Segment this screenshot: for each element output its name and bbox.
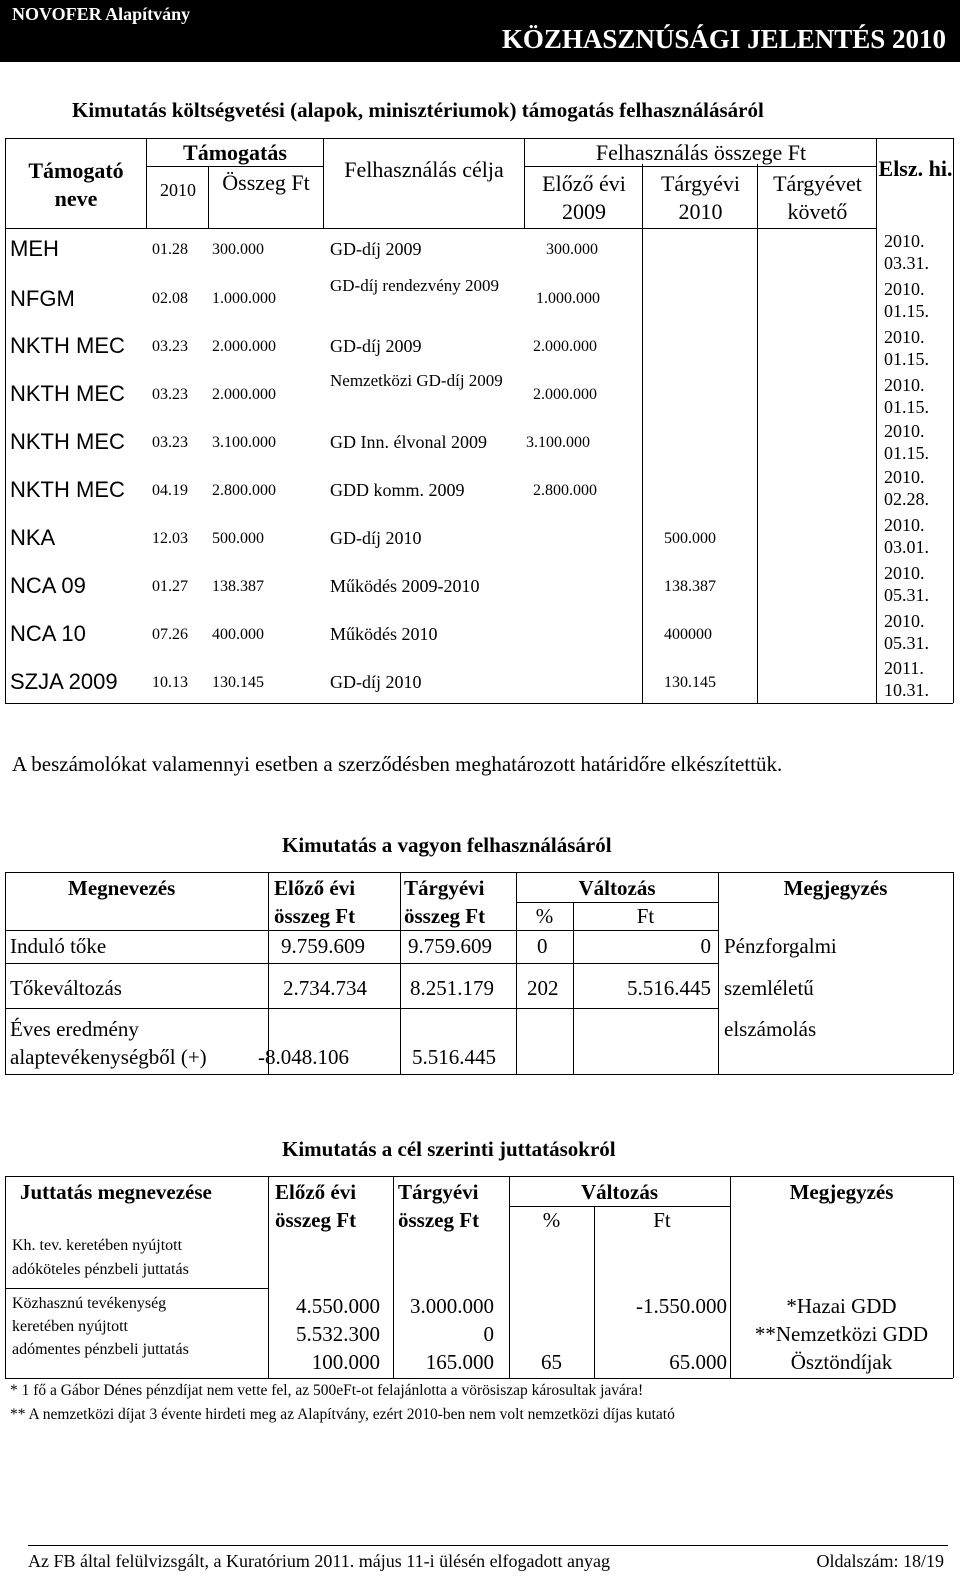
row-name-line2: alaptevékenységből (+) (10, 1045, 207, 1069)
col-change: Változás (578, 876, 656, 900)
col-change-ft: Ft (636, 904, 655, 928)
row-amount: 2.800.000 (212, 482, 276, 499)
col-support-year: 2010 (160, 180, 196, 200)
row-note: szemléletű (724, 976, 814, 1000)
row-current: 400000 (664, 626, 712, 643)
taxfree-label-line2: keretében nyújtott (12, 1318, 128, 1335)
org-name: NOVOFER Alapítvány (12, 4, 191, 24)
row-pct: 0 (537, 934, 548, 958)
row-current: 500.000 (664, 530, 716, 547)
row-current: 9.759.609 (408, 934, 492, 958)
row-amount: 500.000 (212, 530, 264, 547)
row-date: 04.19 (152, 482, 188, 499)
row-deadline: 2010. 01.15. (884, 279, 929, 321)
support-title: Kimutatás költségvetési (alapok, minisztériumok) támogatás felhasználásáról (72, 98, 764, 122)
row-purpose: GD Inn. élvonal 2009 (330, 432, 487, 452)
col-current-sub: összeg Ft (398, 1208, 480, 1232)
taxable-label-line2: adóköteles pénzbeli juttatás (12, 1261, 189, 1278)
row-supporter: NKTH MEC (10, 477, 125, 502)
row-deadline: 2010. 05.31. (884, 563, 929, 605)
row-date: 01.28 (152, 241, 188, 258)
row-amount: 400.000 (212, 626, 264, 643)
col-prev: Előző évi (275, 1180, 357, 1204)
row-purpose: Nemzetközi GD-díj 2009 (330, 371, 503, 390)
col-prev-sub: összeg Ft (274, 904, 356, 928)
row-supporter: NFGM (10, 286, 75, 311)
col-purpose: Felhasználás célja (344, 157, 504, 182)
benefit-current: 3.000.000 (410, 1294, 494, 1318)
assets-title: Kimutatás a vagyon felhasználásáról (282, 833, 612, 857)
col-note: Megjegyzés (789, 1180, 894, 1204)
row-date: 03.23 (152, 338, 188, 355)
benefit-note: *Hazai GDD (786, 1294, 897, 1318)
row-amount: 138.387 (212, 578, 264, 595)
row-supporter: NCA 09 (10, 573, 86, 598)
col-prev: Előző évi (274, 876, 356, 900)
row-prev: 2.800.000 (533, 482, 597, 499)
row-purpose: GD-díj 2009 (330, 336, 422, 356)
row-name: Éves eredmény (10, 1017, 139, 1041)
row-prev: 2.734.734 (283, 976, 367, 1000)
row-deadline: 2010. 05.31. (884, 611, 929, 653)
row-date: 01.27 (152, 578, 188, 595)
col-change-pct: % (542, 1208, 561, 1232)
col-note: Megjegyzés (783, 876, 888, 900)
row-date: 02.08 (152, 290, 188, 307)
report-title: KÖZHASZNÚSÁGI JELENTÉS 2010 (501, 24, 946, 54)
col-name: Juttatás megnevezése (20, 1180, 212, 1204)
benefit-change-ft: 65.000 (669, 1350, 727, 1374)
row-name: Tőkeváltozás (10, 976, 122, 1000)
row-purpose: Működés 2009-2010 (330, 576, 480, 596)
col-change: Változás (581, 1180, 658, 1204)
row-deadline: 2010. 02.28. (884, 467, 929, 509)
col-support-amount: Összeg Ft (222, 170, 310, 195)
row-purpose: GD-díj 2010 (330, 528, 422, 548)
row-date: 12.03 (152, 530, 188, 547)
row-purpose: Működés 2010 (330, 624, 438, 644)
row-note: elszámolás (724, 1017, 817, 1041)
benefit-current: 165.000 (425, 1350, 494, 1374)
row-amount: 2.000.000 (212, 386, 276, 403)
row-note: Pénzforgalmi (724, 934, 837, 958)
row-purpose: GD-díj 2010 (330, 672, 422, 692)
footer-approval: Az FB által felülvizsgált, a Kuratórium 2011. május 11-i ülésén elfogadott anyag (28, 1551, 611, 1571)
row-supporter: NKTH MEC (10, 333, 125, 358)
benefit-change-ft: -1.550.000 (636, 1294, 727, 1318)
taxfree-label-line3: adómentes pénzbeli juttatás (12, 1341, 189, 1358)
col-report-deadline: Elsz. hi. (878, 156, 953, 181)
page-number: Oldalszám: 18/19 (816, 1551, 944, 1571)
row-supporter: NKTH MEC (10, 429, 125, 454)
col-name: Megnevezés (68, 876, 176, 900)
benefit-change-pct: 65 (541, 1350, 562, 1374)
benefit-prev: 100.000 (311, 1350, 380, 1374)
benefit-note: **Nemzetközi GDD (754, 1322, 929, 1346)
support-note: A beszámolókat valamennyi esetben a szerződésben meghatározott határidőre elkészítettük. (12, 752, 783, 776)
row-date: 07.26 (152, 626, 188, 643)
taxable-label: Kh. tev. keretében nyújtott (12, 1237, 183, 1254)
footnote-2: ** A nemzetközi díjat 3 évente hirdeti meg az Alapítvány, ezért 2010-ben nem volt nemzetközi díjas kutató (10, 1406, 675, 1423)
row-ft: 0 (700, 934, 711, 958)
benefit-current: 0 (483, 1322, 494, 1346)
benefit-prev: 5.532.300 (296, 1322, 380, 1346)
col-change-ft: Ft (653, 1208, 671, 1232)
page-header (0, 0, 960, 62)
row-purpose: GD-díj rendezvény 2009 (330, 276, 500, 295)
row-prev: 3.100.000 (526, 434, 590, 451)
benefit-note: Ösztöndíjak (790, 1350, 893, 1374)
col-current: Tárgyévi (398, 1180, 479, 1204)
benefits-title: Kimutatás a cél szerinti juttatásokról (282, 1137, 616, 1161)
row-date: 03.23 (152, 386, 188, 403)
row-amount: 300.000 (212, 241, 264, 258)
col-prev-sub: összeg Ft (275, 1208, 357, 1232)
row-date: 10.13 (152, 674, 188, 691)
row-supporter: NCA 10 (10, 621, 86, 646)
col-support: Támogatás (183, 140, 287, 165)
row-amount: 130.145 (212, 674, 264, 691)
row-deadline: 2011. 10.31. (884, 658, 929, 700)
row-amount: 1.000.000 (212, 290, 276, 307)
row-current: 130.145 (664, 674, 716, 691)
row-current: 8.251.179 (410, 976, 494, 1000)
footer-rule (28, 1545, 948, 1546)
row-prev: -8.048.106 (258, 1045, 349, 1069)
row-name: Induló tőke (10, 934, 107, 958)
row-prev: 9.759.609 (281, 934, 365, 958)
row-date: 03.23 (152, 434, 188, 451)
row-deadline: 2010. 01.15. (884, 327, 929, 369)
row-amount: 2.000.000 (212, 338, 276, 355)
row-amount: 3.100.000 (212, 434, 276, 451)
col-current: Tárgyévi (404, 876, 485, 900)
row-purpose: GD-díj 2009 (330, 239, 422, 259)
row-current: 5.516.445 (412, 1045, 496, 1069)
row-deadline: 2010. 03.31. (884, 231, 929, 273)
row-deadline: 2010. 03.01. (884, 515, 929, 557)
row-current: 138.387 (664, 578, 716, 595)
row-pct: 202 (527, 976, 559, 1000)
col-current-sub: összeg Ft (404, 904, 486, 928)
benefit-prev: 4.550.000 (296, 1294, 380, 1318)
col-usage-amount: Felhasználás összege Ft (595, 140, 807, 165)
col-supporter-name: Támogató neve (28, 158, 124, 211)
row-ft: 5.516.445 (627, 976, 711, 1000)
row-prev: 2.000.000 (533, 386, 597, 403)
row-supporter: MEH (10, 236, 59, 261)
row-prev: 1.000.000 (536, 290, 600, 307)
row-supporter: NKA (10, 525, 56, 550)
col-prev-year: Előző évi 2009 (542, 171, 626, 224)
col-current-year: Tárgyévi 2010 (660, 171, 740, 224)
row-deadline: 2010. 01.15. (884, 421, 929, 463)
col-change-pct: % (535, 904, 554, 928)
row-prev: 2.000.000 (533, 338, 597, 355)
row-deadline: 2010. 01.15. (884, 375, 929, 417)
taxfree-label: Közhasznú tevékenység (12, 1295, 167, 1312)
row-prev: 300.000 (546, 241, 598, 258)
col-next-year: Tárgyévet követő (773, 171, 862, 224)
row-purpose: GDD komm. 2009 (330, 480, 465, 500)
row-supporter: SZJA 2009 (10, 669, 118, 694)
row-supporter: NKTH MEC (10, 381, 125, 406)
footnote-1: * 1 fő a Gábor Dénes pénzdíjat nem vette fel, az 500eFt-ot felajánlotta a vörösiszap károsultak javára! (10, 1382, 644, 1399)
